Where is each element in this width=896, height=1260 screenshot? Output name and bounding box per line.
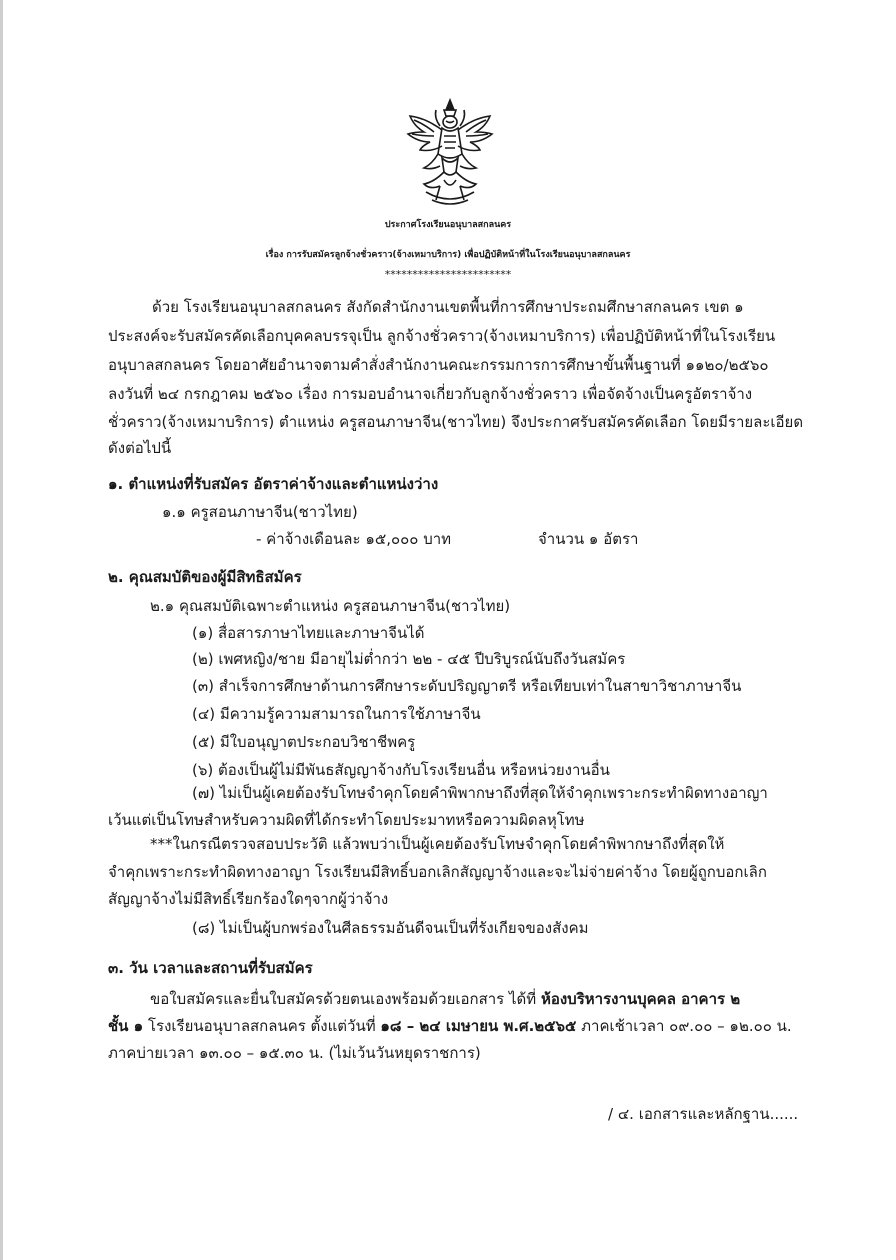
floor-text: ชั้น ๑ <box>108 1017 144 1035</box>
section3-line-1 <box>150 988 740 1010</box>
separator-stars: *********************** <box>384 268 512 281</box>
wage-text: - ค่าจ้างเดือนละ ๑๕,๐๐๐ บาท <box>256 530 452 548</box>
school-from-text: โรงเรียนอนุบาลสกลนคร ตั้งแต่วันที่ <box>143 1017 381 1035</box>
section1-heading: ๑. ตำแหน่งที่รับสมัคร อัตราค่าจ้างและตำแหน่งว่าง <box>108 475 439 493</box>
note-line-3: สัญญาจ้างไม่มีสิทธิ์เรียกร้องใดๆจากผู้ว่าจ้าง <box>108 890 389 908</box>
qualification-8: (๘) ไม่เป็นผู้บกพร่องในศีลธรรมอันดีจนเป็นที่รังเกียจของสังคม <box>192 919 589 937</box>
page-title: ประกาศโรงเรียนอนุบาลสกลนคร <box>384 220 512 230</box>
garuda-emblem-icon <box>404 96 496 208</box>
continued-marker: / ๔. เอกสารและหลักฐาน...... <box>608 1105 799 1123</box>
qualification-7: (๗) ไม่เป็นผู้เคยต้องรับโทษจำคุกโดยคำพิพากษาถึงที่สุดให้จำคุกเพราะกระทำผิดทางอาญา <box>192 784 768 802</box>
subject-line: เรื่อง การรับสมัครลูกจ้างชั่วคราว(จ้างเหมาบริการ) เพื่อปฏิบัติหน้าที่ในโรงเรียนอนุบาลสกลนคร <box>265 250 631 260</box>
qualification-7-cont: เว้นแต่เป็นโทษสำหรับความผิดที่ได้กระทำโดยประมาทหรือความผิดลหุโทษ <box>108 811 585 829</box>
qualification-3: (๓) สำเร็จการศึกษาด้านการศึกษาระดับปริญญาตรี หรือเทียบเท่าในสาขาวิชาภาษาจีน <box>192 677 742 695</box>
section3-heading: ๓. วัน เวลาและสถานที่รับสมัคร <box>108 959 313 977</box>
section3-line-2 <box>108 1015 792 1037</box>
position-count: จำนวน ๑ อัตรา <box>538 530 639 548</box>
qualification-1: (๑) สื่อสารภาษาไทยและภาษาจีนได้ <box>192 624 425 642</box>
qualification-6: (๖) ต้องเป็นผู้ไม่มีพันธสัญญาจ้างกับโรงเรียนอื่น หรือหน่วยงานอื่น <box>192 761 610 779</box>
note-line-1: ***ในกรณีตรวจสอบประวัติ แล้วพบว่าเป็นผู้เคยต้องรับโทษจำคุกโดยคำพิพากษาถึงที่สุดให้ <box>150 835 725 853</box>
intro-line-3: อนุบาลสกลนคร โดยอาศัยอำนาจตามคำสั่งสำนักงานคณะกรรมการการศึกษาขั้นพื้นฐานที่ ๑๑๒๐/๒๕๖๐ <box>108 356 769 374</box>
section2-sub: ๒.๑ คุณสมบัติเฉพาะตำแหน่ง ครูสอนภาษาจีน(ชาวไทย) <box>150 597 511 615</box>
intro-line-5: ชั่วคราว(จ้างเหมาบริการ) ตำแหน่ง ครูสอนภาษาจีน(ชาวไทย) จึงประกาศรับสมัครคัดเลือก โดยมีรายละเอียด <box>108 413 804 431</box>
intro-line-4: ลงวันที่ ๒๔ กรกฎาคม ๒๕๖๐ เรื่อง การมอบอำนาจเกี่ยวกับลูกจ้างชั่วคราว เพื่อจัดจ้างเป็นครูอัตราจ้าง <box>108 385 753 403</box>
qualification-4: (๔) มีความรู้ความสามารถในการใช้ภาษาจีน <box>192 705 481 723</box>
application-location: ห้องบริหารงานบุคคล อาคาร ๒ <box>540 990 741 1008</box>
intro-line-6: ดังต่อไปนี้ <box>108 439 172 457</box>
note-line-2: จำคุกเพราะกระทำผิดทางอาญา โรงเรียนมีสิทธิ์บอกเลิกสัญญาจ้างและจะไม่จ่ายค่าจ้าง โดยผู้ถูกบอกเลิก <box>108 863 767 881</box>
section3-line-1-text: ขอใบสมัครและยื่นใบสมัครด้วยตนเองพร้อมด้วยเอกสาร ได้ที่ <box>150 990 541 1008</box>
page-edge <box>0 0 3 1260</box>
intro-line-1: ด้วย โรงเรียนอนุบาลสกลนคร สังกัดสำนักงานเขตพื้นที่การศึกษาประถมศึกษาสกลนคร เขต ๑ <box>152 298 744 316</box>
section3-line-3: ภาคบ่ายเวลา ๑๓.๐๐ – ๑๕.๓๐ น. (ไม่เว้นวันหยุดราชการ) <box>108 1044 481 1062</box>
qualification-2: (๒) เพศหญิง/ชาย มีอายุไม่ต่ำกว่า ๒๒ - ๔๕ ปีบริบูรณ์นับถึงวันสมัคร <box>192 650 626 668</box>
qualification-5: (๕) มีใบอนุญาตประกอบวิชาชีพครู <box>192 733 416 751</box>
intro-line-2: ประสงค์จะรับสมัครคัดเลือกบุคคลบรรจุเป็น ลูกจ้างชั่วคราว(จ้างเหมาบริการ) เพื่อปฏิบัติหน้าที่ในโรงเรียน <box>108 327 776 345</box>
application-dates: ๑๘ – ๒๔ เมษายน พ.ศ.๒๕๖๕ <box>380 1017 577 1035</box>
section1-item: ๑.๑ ครูสอนภาษาจีน(ชาวไทย) <box>162 503 358 521</box>
morning-time: ภาคเช้าเวลา ๐๙.๐๐ – ๑๒.๐๐ น. <box>576 1017 792 1035</box>
section2-heading: ๒. คุณสมบัติของผู้มีสิทธิสมัคร <box>108 568 302 586</box>
